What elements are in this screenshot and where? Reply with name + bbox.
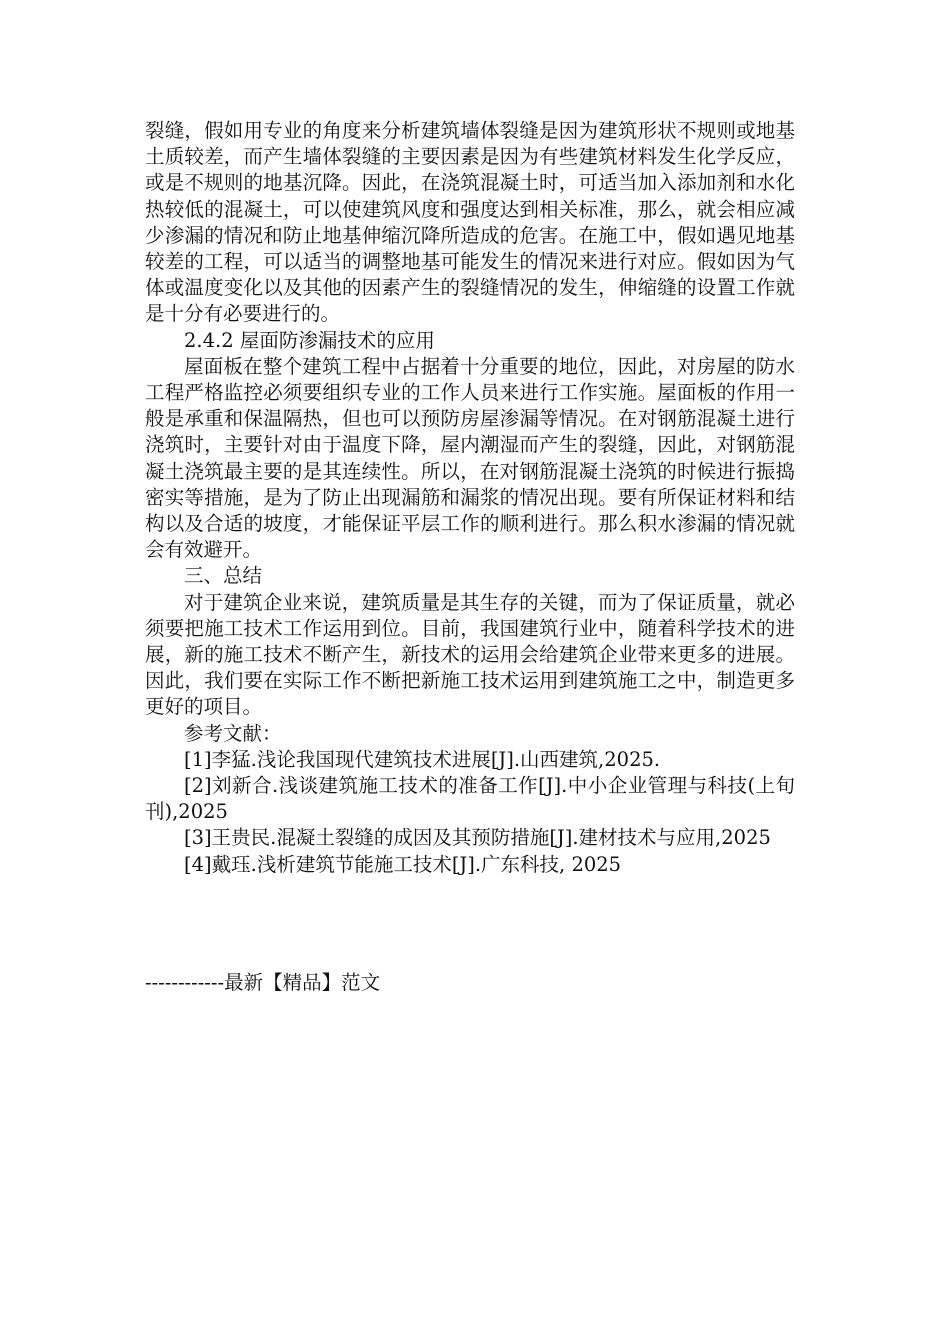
section-heading-summary: 三、总结 <box>184 564 263 588</box>
reference-item: [2]刘新合.浅谈建筑施工技术的准备工作[J].中小企业管理与科技(上旬刊),2025 <box>145 774 795 824</box>
reference-item: [3]王贵民.混凝土裂缝的成因及其预防措施[J].建材技术与应用,2025 <box>184 826 771 850</box>
reference-item: [1]李猛.浅论我国现代建筑技术进展[J].山西建筑,2025. <box>184 747 661 771</box>
body-paragraph: 对于建筑企业来说，建筑质量是其生存的关键，而为了保证质量，就必须要把施工技术工作运用到位。目前，我国建筑行业中，随着科学技术的进展，新的施工技术不断产生，新技术的运用会给建筑企业带来更多的进展。因此，我们要在实际工作不断把新施工技术运用到建筑施工之中，制造更多更好的项目。 <box>145 590 795 719</box>
document-page <box>145 118 795 878</box>
body-paragraph: 裂缝，假如用专业的角度来分析建筑墙体裂缝是因为建筑形状不规则或地基土质较差，而产生墙体裂缝的主要因素是因为有些建筑材料发生化学反应，或是不规则的地基沉降。因此，在浇筑混凝土时，可适当加入添加剂和水化热较低的混凝土，可以使建筑风度和强度达到相关标准，那么，就会相应减少渗漏的情况和防止地基伸缩沉降所造成的危害。在施工中，假如遇见地基较差的工程，可以适当的调整地基可能发生的情况来进行对应。假如因为气体或温度变化以及其他的因素产生的裂缝情况的发生，伸缩缝的设置工作就是十分有必要进行的。 <box>145 119 795 326</box>
body-paragraph: 屋面板在整个建筑工程中占据着十分重要的地位，因此，对房屋的防水工程严格监控必须要组织专业的工作人员来进行工作实施。屋面板的作用一般是承重和保温隔热，但也可以预防房屋渗漏等情况。在对钢筋混凝土进行浇筑时，主要针对由于温度下降，屋内潮湿而产生的裂缝，因此，对钢筋混凝土浇筑最主要的是其连续性。所以，在对钢筋混凝土浇筑的时候进行振捣密实等措施，是为了防止出现漏筋和漏浆的情况出现。要有所保证材料和结构以及合适的坡度，才能保证平层工作的顺利进行。那么积水渗漏的情况就会有效避开。 <box>145 354 795 562</box>
section-heading-2-4-2: 2.4.2 屋面防渗漏技术的应用 <box>184 328 435 352</box>
reference-item: [4]戴珏.浅析建筑节能施工技术[J].广东科技, 2025 <box>184 852 622 876</box>
footer-text: ------------最新【精品】范文 <box>145 971 381 994</box>
references-heading: 参考文献： <box>184 721 282 745</box>
